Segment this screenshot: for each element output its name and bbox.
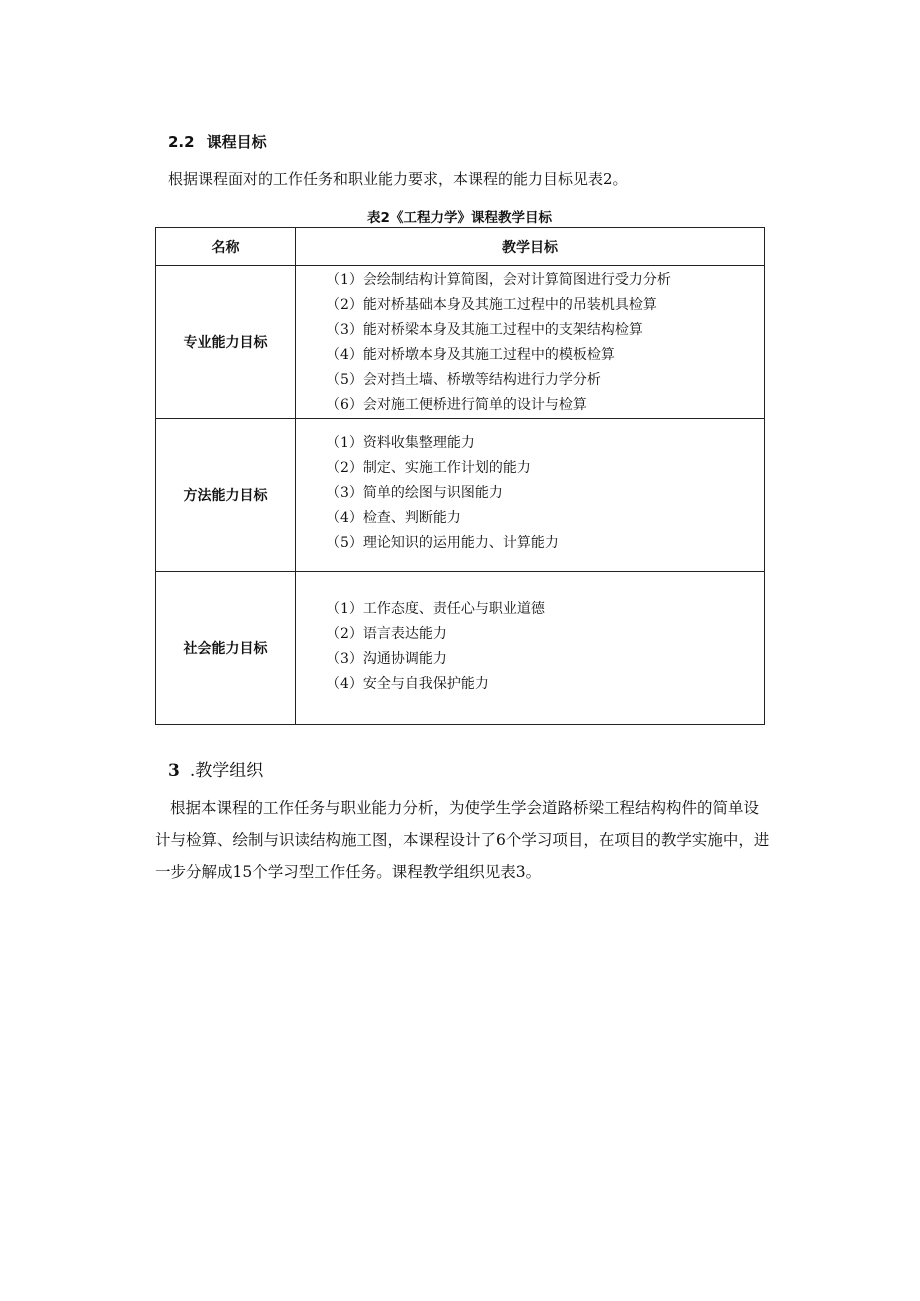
- paragraph-line: 一步分解成15个学习型工作任务。课程教学组织见表3。: [155, 863, 542, 881]
- row-items: [296, 266, 765, 419]
- table-row: [156, 419, 765, 572]
- section-title: .教学组织: [189, 761, 264, 781]
- table-row: [156, 266, 765, 419]
- row-name: 社会能力目标: [156, 572, 296, 725]
- list-item: （1）会绘制结构计算简图，会对计算简图进行受力分析: [326, 272, 671, 288]
- row-name: 方法能力目标: [156, 419, 296, 572]
- row-items: [296, 572, 765, 725]
- list-item: （3）能对桥梁本身及其施工过程中的支架结构检算: [326, 322, 643, 338]
- section-number: 3: [168, 761, 180, 781]
- section-title: 课程目标: [206, 133, 267, 151]
- paragraph-line: 根据本课程的工作任务与职业能力分析，为使学生学会道路桥梁工程结构构件的简单设: [170, 799, 760, 817]
- list-item: （4）安全与自我保护能力: [326, 676, 489, 692]
- list-item: （2）语言表达能力: [326, 626, 447, 642]
- intro-paragraph: 根据课程面对的工作任务和职业能力要求，本课程的能力目标见表2。: [168, 170, 628, 188]
- organization-paragraph: [155, 792, 810, 888]
- header-goals: 教学目标: [296, 228, 765, 266]
- list-item: （5）会对挡土墙、桥墩等结构进行力学分析: [326, 372, 601, 388]
- section-heading-2-2: [168, 131, 267, 152]
- table-header-row: [156, 228, 765, 266]
- list-item: （6）会对施工便桥进行简单的设计与检算: [326, 397, 587, 413]
- list-item: （1）工作态度、责任心与职业道德: [326, 601, 545, 617]
- list-item: （1）资料收集整理能力: [326, 435, 475, 451]
- list-item: （3）沟通协调能力: [326, 651, 447, 667]
- list-item: （5）理论知识的运用能力、计算能力: [326, 535, 559, 551]
- list-item: （2）能对桥基础本身及其施工过程中的吊装机具检算: [326, 297, 657, 313]
- header-name: 名称: [156, 228, 296, 266]
- row-items: [296, 419, 765, 572]
- paragraph-line: 计与检算、绘制与识读结构施工图，本课程设计了6个学习项目，在项目的教学实施中，进: [155, 831, 770, 849]
- table-caption: 表2《工程力学》课程教学目标: [367, 210, 552, 226]
- row-name: 专业能力目标: [156, 266, 296, 419]
- section-number: 2.2: [168, 133, 195, 151]
- list-item: （3）简单的绘图与识图能力: [326, 485, 503, 501]
- table-row: [156, 572, 765, 725]
- list-item: （4）检查、判断能力: [326, 510, 461, 526]
- section-heading-3: [168, 756, 263, 781]
- list-item: （2）制定、实施工作计划的能力: [326, 460, 531, 476]
- list-item: （4）能对桥墩本身及其施工过程中的模板检算: [326, 347, 615, 363]
- goals-table: [155, 227, 765, 725]
